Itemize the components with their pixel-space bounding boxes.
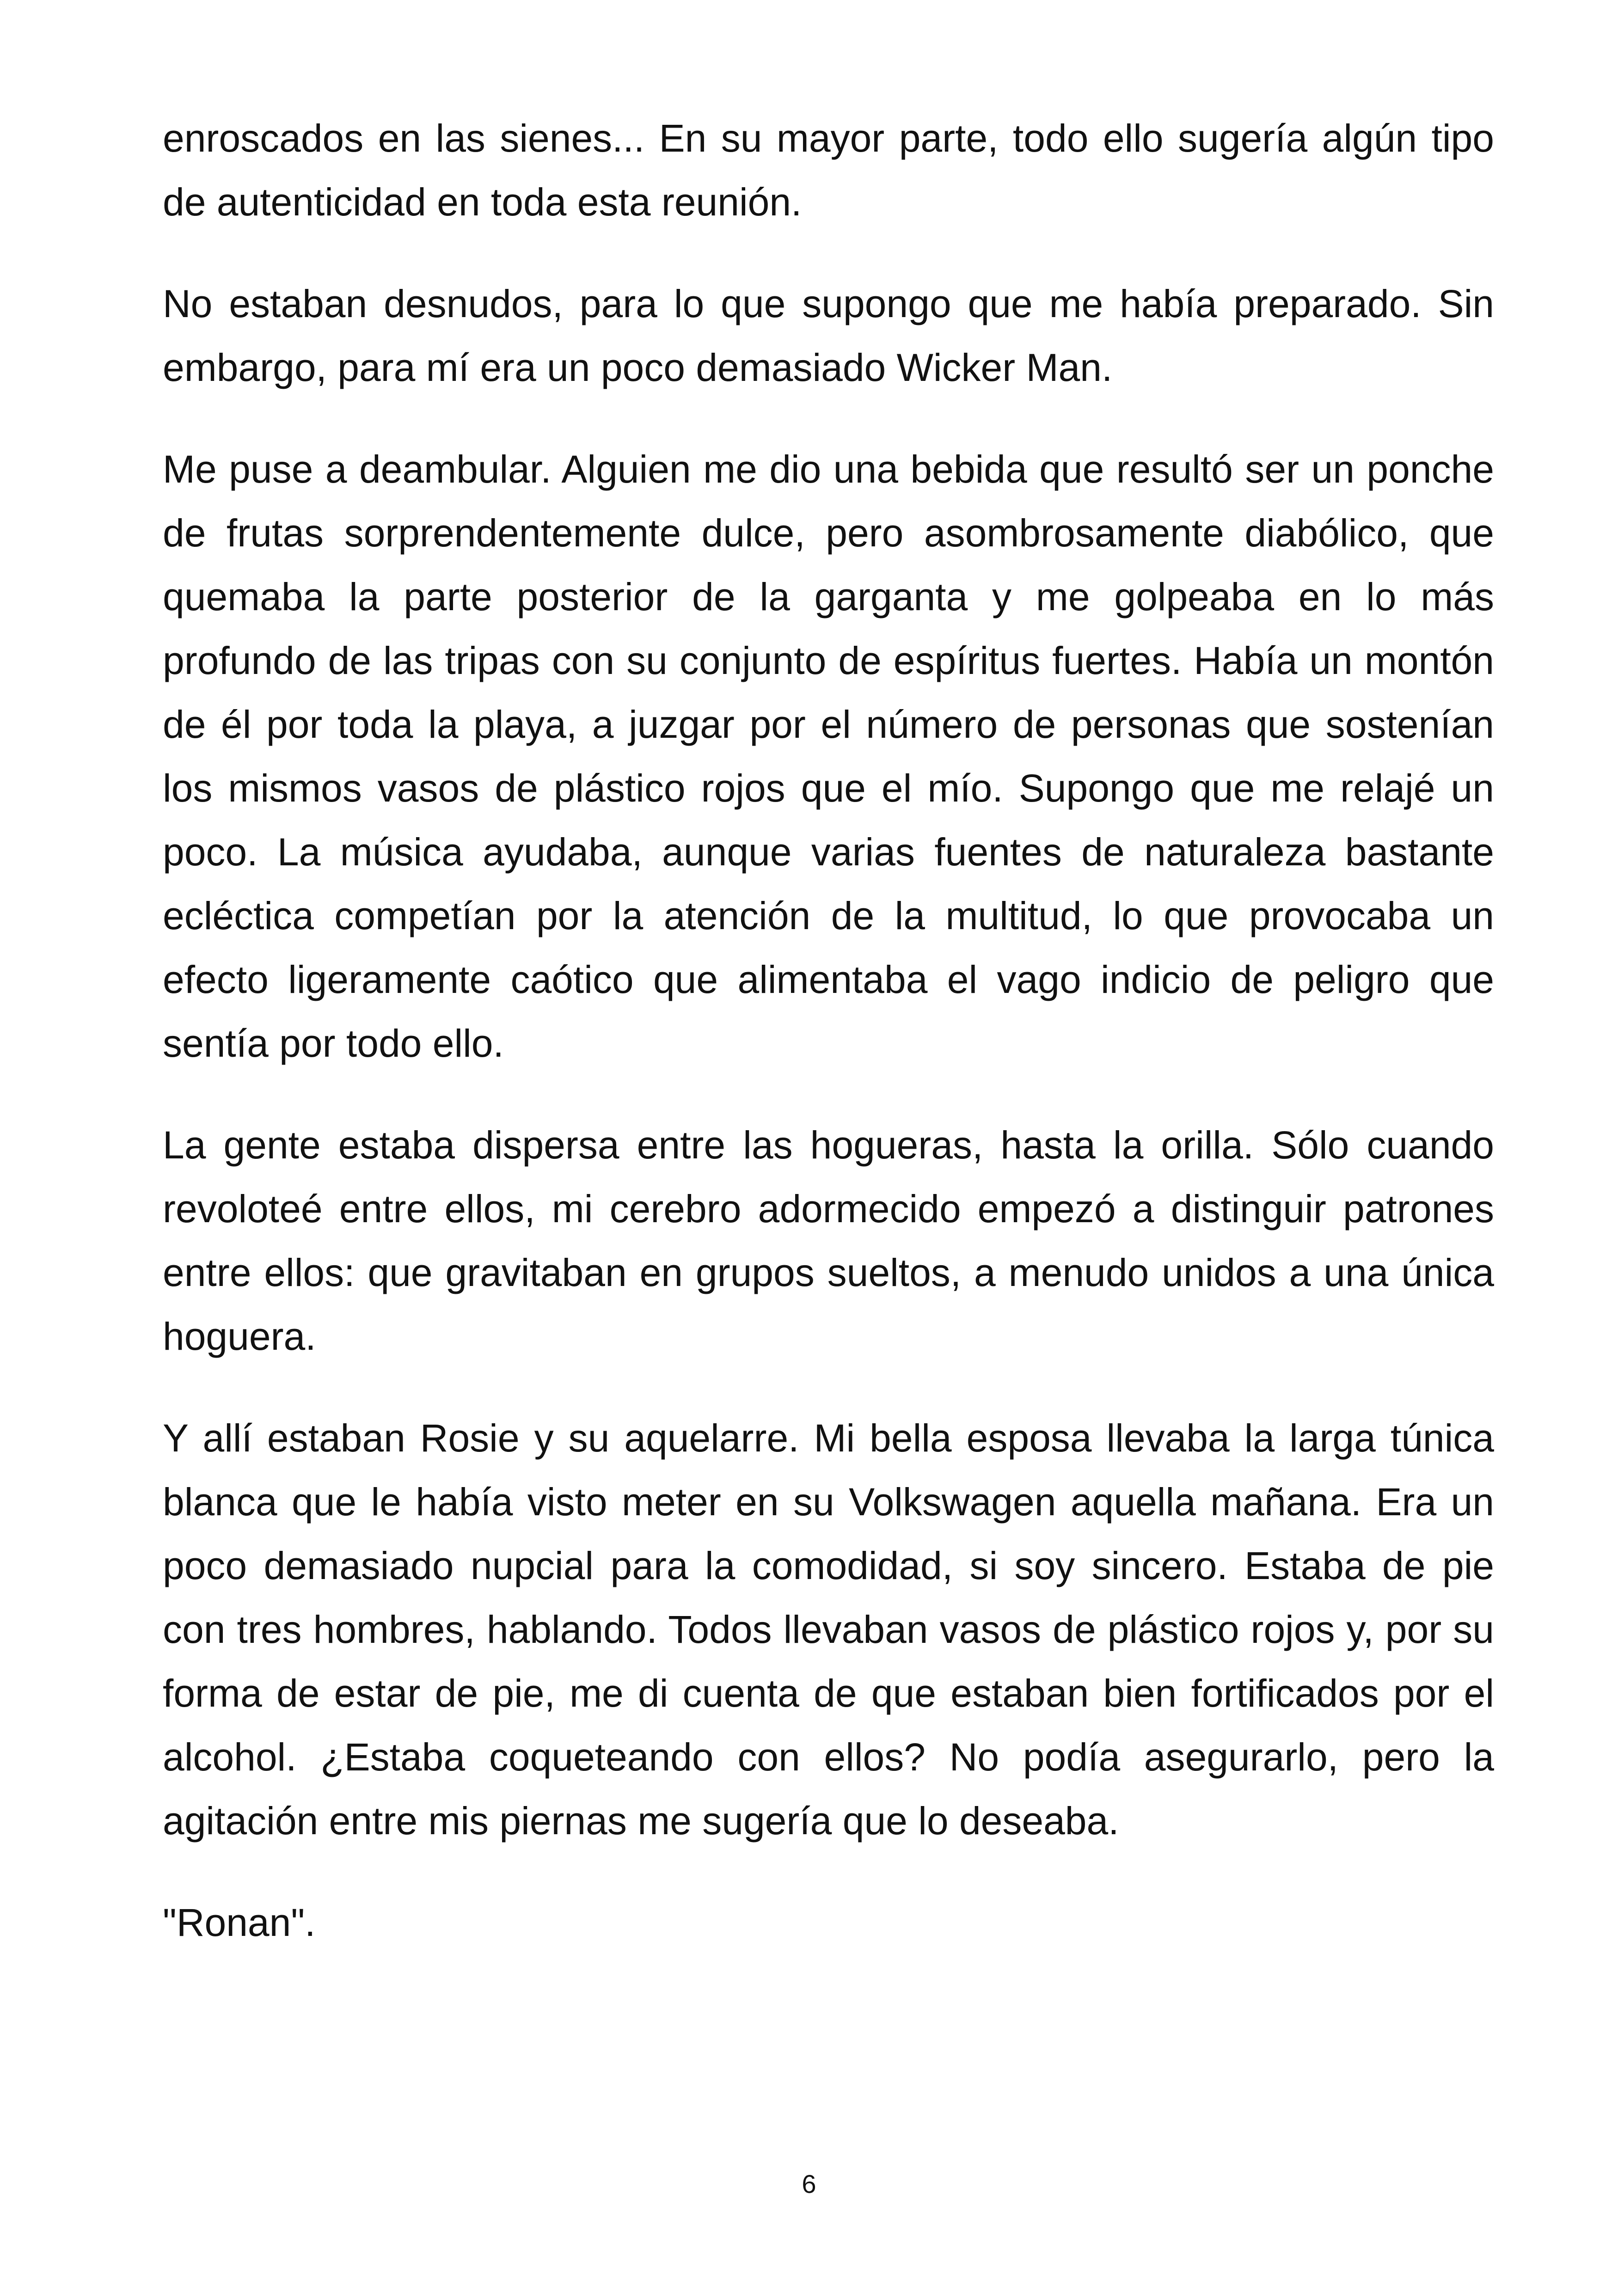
- paragraph-1: enroscados en las sienes... En su mayor parte, todo ello sugería algún tipo de autenticidad en toda esta reunión.: [163, 116, 1494, 224]
- paragraph-5: Y allí estaban Rosie y su aquelarre. Mi bella esposa llevaba la larga túnica blanca que le había visto meter en su Volkswagen aquella mañana. Era un poco demasiado nupcial para la comodidad, si soy sincero. Estaba de pie con tres hombres, hablando. Todos llevaban vasos de plástico rojos y, por su forma de estar de pie, me di cuenta de que estaban bien fortificados por el alcohol. ¿Estaba coqueteando con ellos? No podía asegurarlo, pero la agitación entre mis piernas me sugería que lo deseaba.: [163, 1416, 1494, 1843]
- paragraph-4: La gente estaba dispersa entre las hogueras, hasta la orilla. Sólo cuando revoloteé entre ellos, mi cerebro adormecido empezó a distinguir patrones entre ellos: que gravitaban en grupos sueltos, a menudo unidos a una única hoguera.: [163, 1123, 1494, 1358]
- paragraph-2: No estaban desnudos, para lo que supongo que me había preparado. Sin embargo, para mí era un poco demasiado Wicker Man.: [163, 282, 1494, 389]
- paragraph-6: "Ronan".: [163, 1901, 316, 1944]
- paragraph-3: Me puse a deambular. Alguien me dio una bebida que resultó ser un ponche de frutas sorprendentemente dulce, pero asombrosamente diabólico, que quemaba la parte posterior de la garganta y me golpeaba en lo más profundo de las tripas con su conjunto de espíritus fuertes. Había un montón de él por toda la playa, a juzgar por el número de personas que sostenían los mismos vasos de plástico rojos que el mío. Supongo que me relajé un poco. La música ayudaba, aunque varias fuentes de naturaleza bastante ecléctica competían por la atención de la multitud, lo que provocaba un efecto ligeramente caótico que alimentaba el vago indicio de peligro que sentía por todo ello.: [163, 447, 1494, 1065]
- page-number: 6: [802, 2169, 816, 2198]
- body-text: [163, 106, 1494, 1992]
